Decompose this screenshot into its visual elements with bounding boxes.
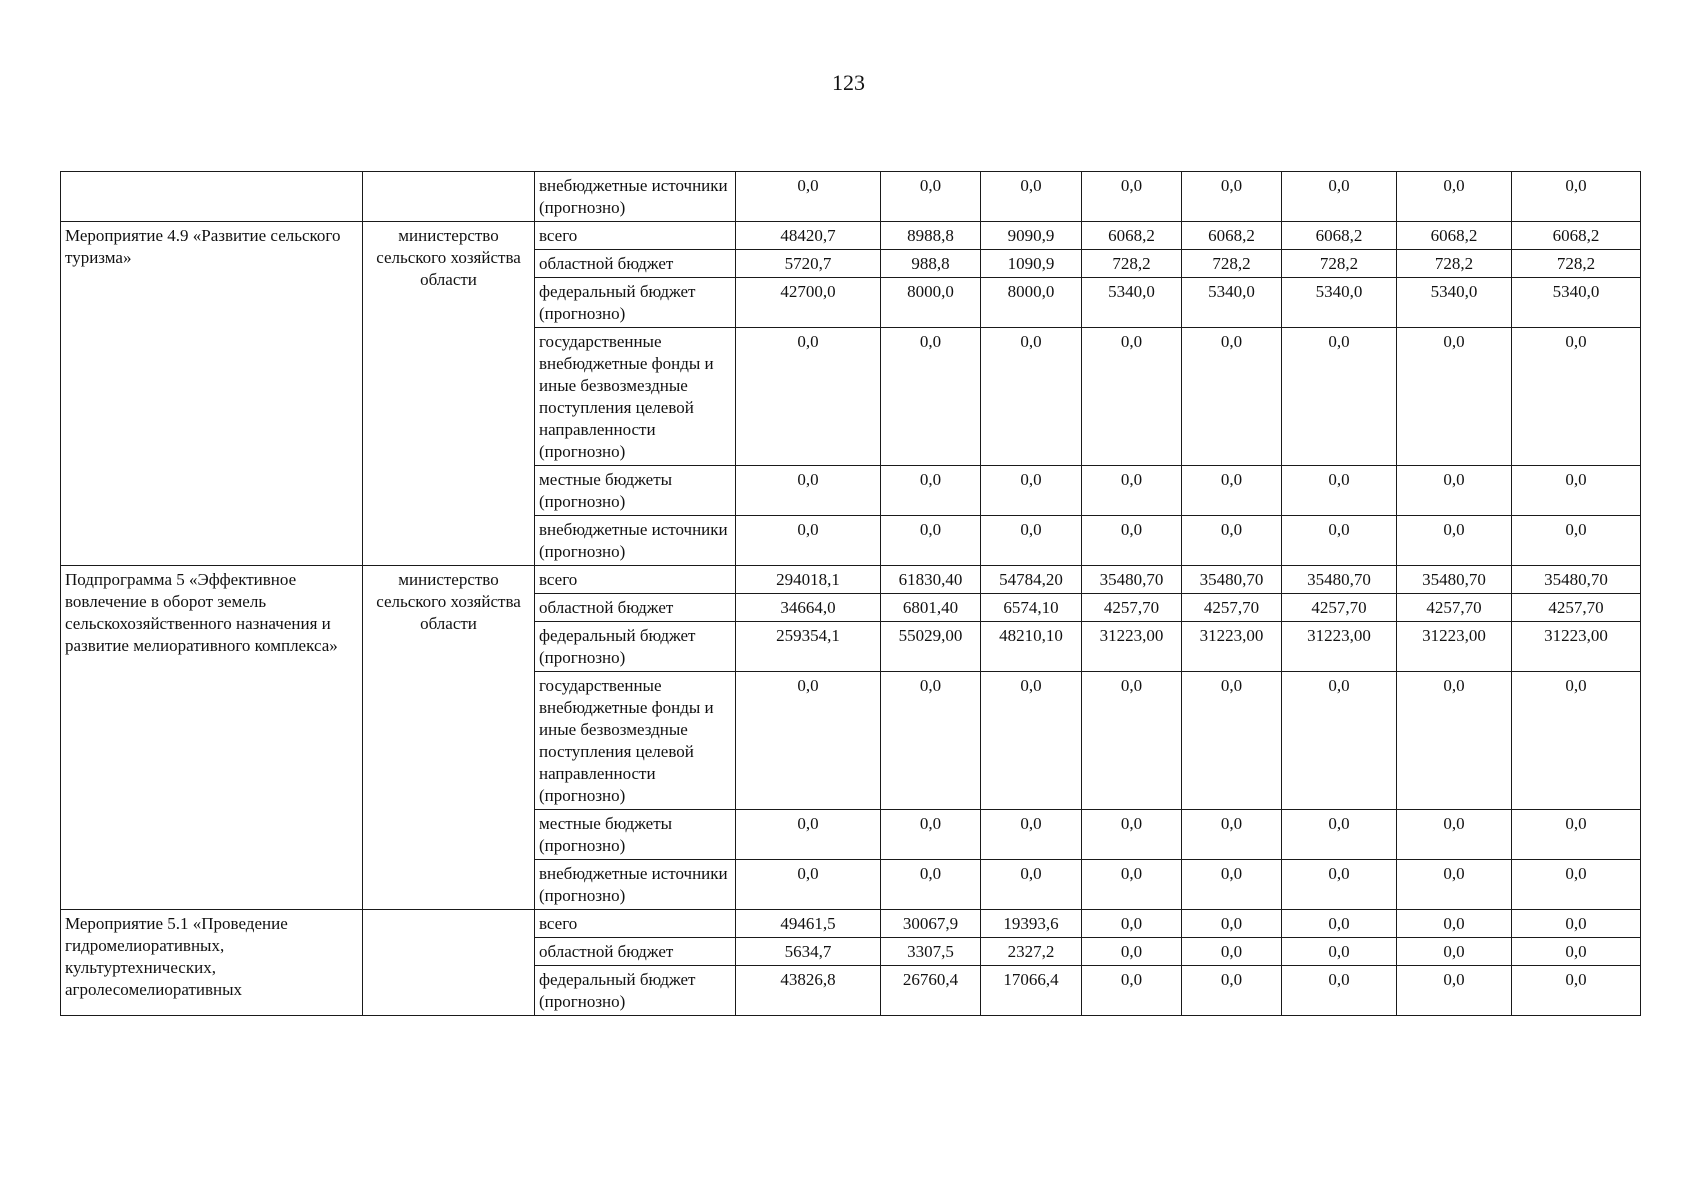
amount-cell: 0,0 — [1397, 516, 1512, 566]
executor-cell: министерство сельского хозяйства области — [363, 222, 535, 566]
amount-cell: 0,0 — [1182, 860, 1282, 910]
amount-cell: 30067,9 — [881, 910, 981, 938]
amount-cell: 0,0 — [1397, 672, 1512, 810]
amount-cell: 0,0 — [981, 466, 1082, 516]
amount-cell: 4257,70 — [1397, 594, 1512, 622]
amount-cell: 6068,2 — [1397, 222, 1512, 250]
amount-cell: 8000,0 — [881, 278, 981, 328]
amount-cell: 0,0 — [881, 328, 981, 466]
funding-source-cell: государственные внебюджетные фонды и иные безвозмездные поступления целевой направленности (прогнозно) — [535, 328, 736, 466]
amount-cell: 6068,2 — [1082, 222, 1182, 250]
amount-cell: 35480,70 — [1397, 566, 1512, 594]
amount-cell: 0,0 — [1397, 172, 1512, 222]
amount-cell: 31223,00 — [1397, 622, 1512, 672]
budget-table — [60, 171, 1641, 1016]
amount-cell: 0,0 — [1082, 938, 1182, 966]
amount-cell: 0,0 — [1397, 966, 1512, 1016]
amount-cell: 0,0 — [1182, 938, 1282, 966]
amount-cell: 0,0 — [1282, 910, 1397, 938]
amount-cell: 5340,0 — [1182, 278, 1282, 328]
amount-cell: 5340,0 — [1397, 278, 1512, 328]
amount-cell: 728,2 — [1397, 250, 1512, 278]
amount-cell: 9090,9 — [981, 222, 1082, 250]
amount-cell: 6068,2 — [1182, 222, 1282, 250]
executor-cell — [363, 172, 535, 222]
amount-cell: 6068,2 — [1512, 222, 1641, 250]
amount-cell: 0,0 — [736, 672, 881, 810]
amount-cell: 0,0 — [1082, 966, 1182, 1016]
amount-cell: 0,0 — [981, 860, 1082, 910]
amount-cell: 0,0 — [881, 810, 981, 860]
amount-cell: 728,2 — [1282, 250, 1397, 278]
amount-cell: 0,0 — [1082, 672, 1182, 810]
funding-source-cell: федеральный бюджет (прогнозно) — [535, 278, 736, 328]
amount-cell: 0,0 — [1512, 466, 1641, 516]
amount-cell: 35480,70 — [1182, 566, 1282, 594]
funding-source-cell: всего — [535, 222, 736, 250]
amount-cell: 0,0 — [1082, 910, 1182, 938]
amount-cell: 0,0 — [736, 860, 881, 910]
amount-cell: 0,0 — [1282, 172, 1397, 222]
amount-cell: 3307,5 — [881, 938, 981, 966]
amount-cell: 48420,7 — [736, 222, 881, 250]
amount-cell: 61830,40 — [881, 566, 981, 594]
amount-cell: 294018,1 — [736, 566, 881, 594]
amount-cell: 0,0 — [1182, 516, 1282, 566]
amount-cell: 0,0 — [981, 810, 1082, 860]
table-row — [61, 566, 1641, 594]
amount-cell: 0,0 — [1397, 938, 1512, 966]
amount-cell: 0,0 — [1512, 938, 1641, 966]
amount-cell: 0,0 — [1082, 860, 1182, 910]
amount-cell: 0,0 — [881, 672, 981, 810]
amount-cell: 0,0 — [1082, 516, 1182, 566]
amount-cell: 0,0 — [1282, 810, 1397, 860]
amount-cell: 0,0 — [736, 466, 881, 516]
amount-cell: 0,0 — [1397, 910, 1512, 938]
amount-cell: 0,0 — [736, 516, 881, 566]
amount-cell: 0,0 — [1182, 328, 1282, 466]
amount-cell: 0,0 — [1282, 466, 1397, 516]
amount-cell: 4257,70 — [1282, 594, 1397, 622]
amount-cell: 0,0 — [736, 328, 881, 466]
amount-cell: 0,0 — [1282, 328, 1397, 466]
amount-cell: 0,0 — [1182, 172, 1282, 222]
amount-cell: 0,0 — [881, 516, 981, 566]
amount-cell: 0,0 — [1397, 328, 1512, 466]
amount-cell: 0,0 — [881, 172, 981, 222]
table-row — [61, 910, 1641, 938]
funding-source-cell: федеральный бюджет (прогнозно) — [535, 966, 736, 1016]
amount-cell: 4257,70 — [1512, 594, 1641, 622]
amount-cell: 31223,00 — [1082, 622, 1182, 672]
amount-cell: 54784,20 — [981, 566, 1082, 594]
amount-cell: 31223,00 — [1182, 622, 1282, 672]
amount-cell: 34664,0 — [736, 594, 881, 622]
funding-source-cell: федеральный бюджет (прогнозно) — [535, 622, 736, 672]
amount-cell: 5340,0 — [1082, 278, 1182, 328]
funding-source-cell: государственные внебюджетные фонды и иные безвозмездные поступления целевой направленности (прогнозно) — [535, 672, 736, 810]
amount-cell: 26760,4 — [881, 966, 981, 1016]
amount-cell: 8988,8 — [881, 222, 981, 250]
program-name-cell: Мероприятие 4.9 «Развитие сельского туризма» — [61, 222, 363, 566]
amount-cell: 0,0 — [1397, 860, 1512, 910]
amount-cell: 48210,10 — [981, 622, 1082, 672]
amount-cell: 5340,0 — [1512, 278, 1641, 328]
amount-cell: 0,0 — [981, 328, 1082, 466]
amount-cell: 49461,5 — [736, 910, 881, 938]
amount-cell: 0,0 — [1512, 910, 1641, 938]
amount-cell: 35480,70 — [1512, 566, 1641, 594]
amount-cell: 0,0 — [1082, 466, 1182, 516]
amount-cell: 1090,9 — [981, 250, 1082, 278]
amount-cell: 35480,70 — [1082, 566, 1182, 594]
program-name-cell: Подпрограмма 5 «Эффективное вовлечение в оборот земель сельскохозяйственного назначения и развитие мелиоративного комплекса» — [61, 566, 363, 910]
amount-cell: 8000,0 — [981, 278, 1082, 328]
funding-source-cell: областной бюджет — [535, 594, 736, 622]
program-name-cell: Мероприятие 5.1 «Проведение гидромелиоративных, культуртехнических, агролесомелиоративных — [61, 910, 363, 1016]
amount-cell: 35480,70 — [1282, 566, 1397, 594]
funding-source-cell: внебюджетные источники (прогнозно) — [535, 516, 736, 566]
amount-cell: 0,0 — [881, 466, 981, 516]
amount-cell: 0,0 — [1397, 810, 1512, 860]
amount-cell: 0,0 — [981, 516, 1082, 566]
amount-cell: 0,0 — [881, 860, 981, 910]
amount-cell: 0,0 — [1182, 910, 1282, 938]
executor-cell: министерство сельского хозяйства области — [363, 566, 535, 910]
funding-source-cell: местные бюджеты (прогнозно) — [535, 466, 736, 516]
amount-cell: 0,0 — [1282, 516, 1397, 566]
amount-cell: 259354,1 — [736, 622, 881, 672]
amount-cell: 0,0 — [1282, 860, 1397, 910]
funding-source-cell: внебюджетные источники (прогнозно) — [535, 172, 736, 222]
amount-cell: 2327,2 — [981, 938, 1082, 966]
amount-cell: 0,0 — [1397, 466, 1512, 516]
amount-cell: 4257,70 — [1182, 594, 1282, 622]
executor-cell — [363, 910, 535, 1016]
amount-cell: 0,0 — [1512, 966, 1641, 1016]
amount-cell: 0,0 — [1082, 172, 1182, 222]
amount-cell: 5720,7 — [736, 250, 881, 278]
amount-cell: 6068,2 — [1282, 222, 1397, 250]
page-number: 123 — [832, 70, 865, 95]
amount-cell: 0,0 — [981, 172, 1082, 222]
amount-cell: 0,0 — [1182, 810, 1282, 860]
amount-cell: 0,0 — [736, 172, 881, 222]
amount-cell: 0,0 — [981, 672, 1082, 810]
amount-cell: 728,2 — [1082, 250, 1182, 278]
amount-cell: 42700,0 — [736, 278, 881, 328]
amount-cell: 31223,00 — [1512, 622, 1641, 672]
amount-cell: 55029,00 — [881, 622, 981, 672]
amount-cell: 0,0 — [1182, 466, 1282, 516]
amount-cell: 5634,7 — [736, 938, 881, 966]
amount-cell: 0,0 — [1282, 938, 1397, 966]
amount-cell: 6574,10 — [981, 594, 1082, 622]
table-row — [61, 172, 1641, 222]
amount-cell: 43826,8 — [736, 966, 881, 1016]
amount-cell: 17066,4 — [981, 966, 1082, 1016]
amount-cell: 728,2 — [1512, 250, 1641, 278]
funding-source-cell: всего — [535, 566, 736, 594]
funding-source-cell: всего — [535, 910, 736, 938]
amount-cell: 0,0 — [1512, 810, 1641, 860]
funding-source-cell: местные бюджеты (прогнозно) — [535, 810, 736, 860]
amount-cell: 0,0 — [1512, 516, 1641, 566]
amount-cell: 728,2 — [1182, 250, 1282, 278]
funding-source-cell: внебюджетные источники (прогнозно) — [535, 860, 736, 910]
amount-cell: 0,0 — [1512, 172, 1641, 222]
funding-source-cell: областной бюджет — [535, 250, 736, 278]
amount-cell: 19393,6 — [981, 910, 1082, 938]
amount-cell: 0,0 — [1282, 966, 1397, 1016]
amount-cell: 0,0 — [1082, 328, 1182, 466]
amount-cell: 6801,40 — [881, 594, 981, 622]
table-row — [61, 222, 1641, 250]
amount-cell: 0,0 — [1512, 672, 1641, 810]
amount-cell: 0,0 — [1082, 810, 1182, 860]
amount-cell: 0,0 — [1512, 328, 1641, 466]
amount-cell: 988,8 — [881, 250, 981, 278]
amount-cell: 5340,0 — [1282, 278, 1397, 328]
program-name-cell — [61, 172, 363, 222]
amount-cell: 0,0 — [736, 810, 881, 860]
amount-cell: 31223,00 — [1282, 622, 1397, 672]
funding-source-cell: областной бюджет — [535, 938, 736, 966]
amount-cell: 0,0 — [1512, 860, 1641, 910]
amount-cell: 4257,70 — [1082, 594, 1182, 622]
amount-cell: 0,0 — [1182, 966, 1282, 1016]
amount-cell: 0,0 — [1282, 672, 1397, 810]
amount-cell: 0,0 — [1182, 672, 1282, 810]
